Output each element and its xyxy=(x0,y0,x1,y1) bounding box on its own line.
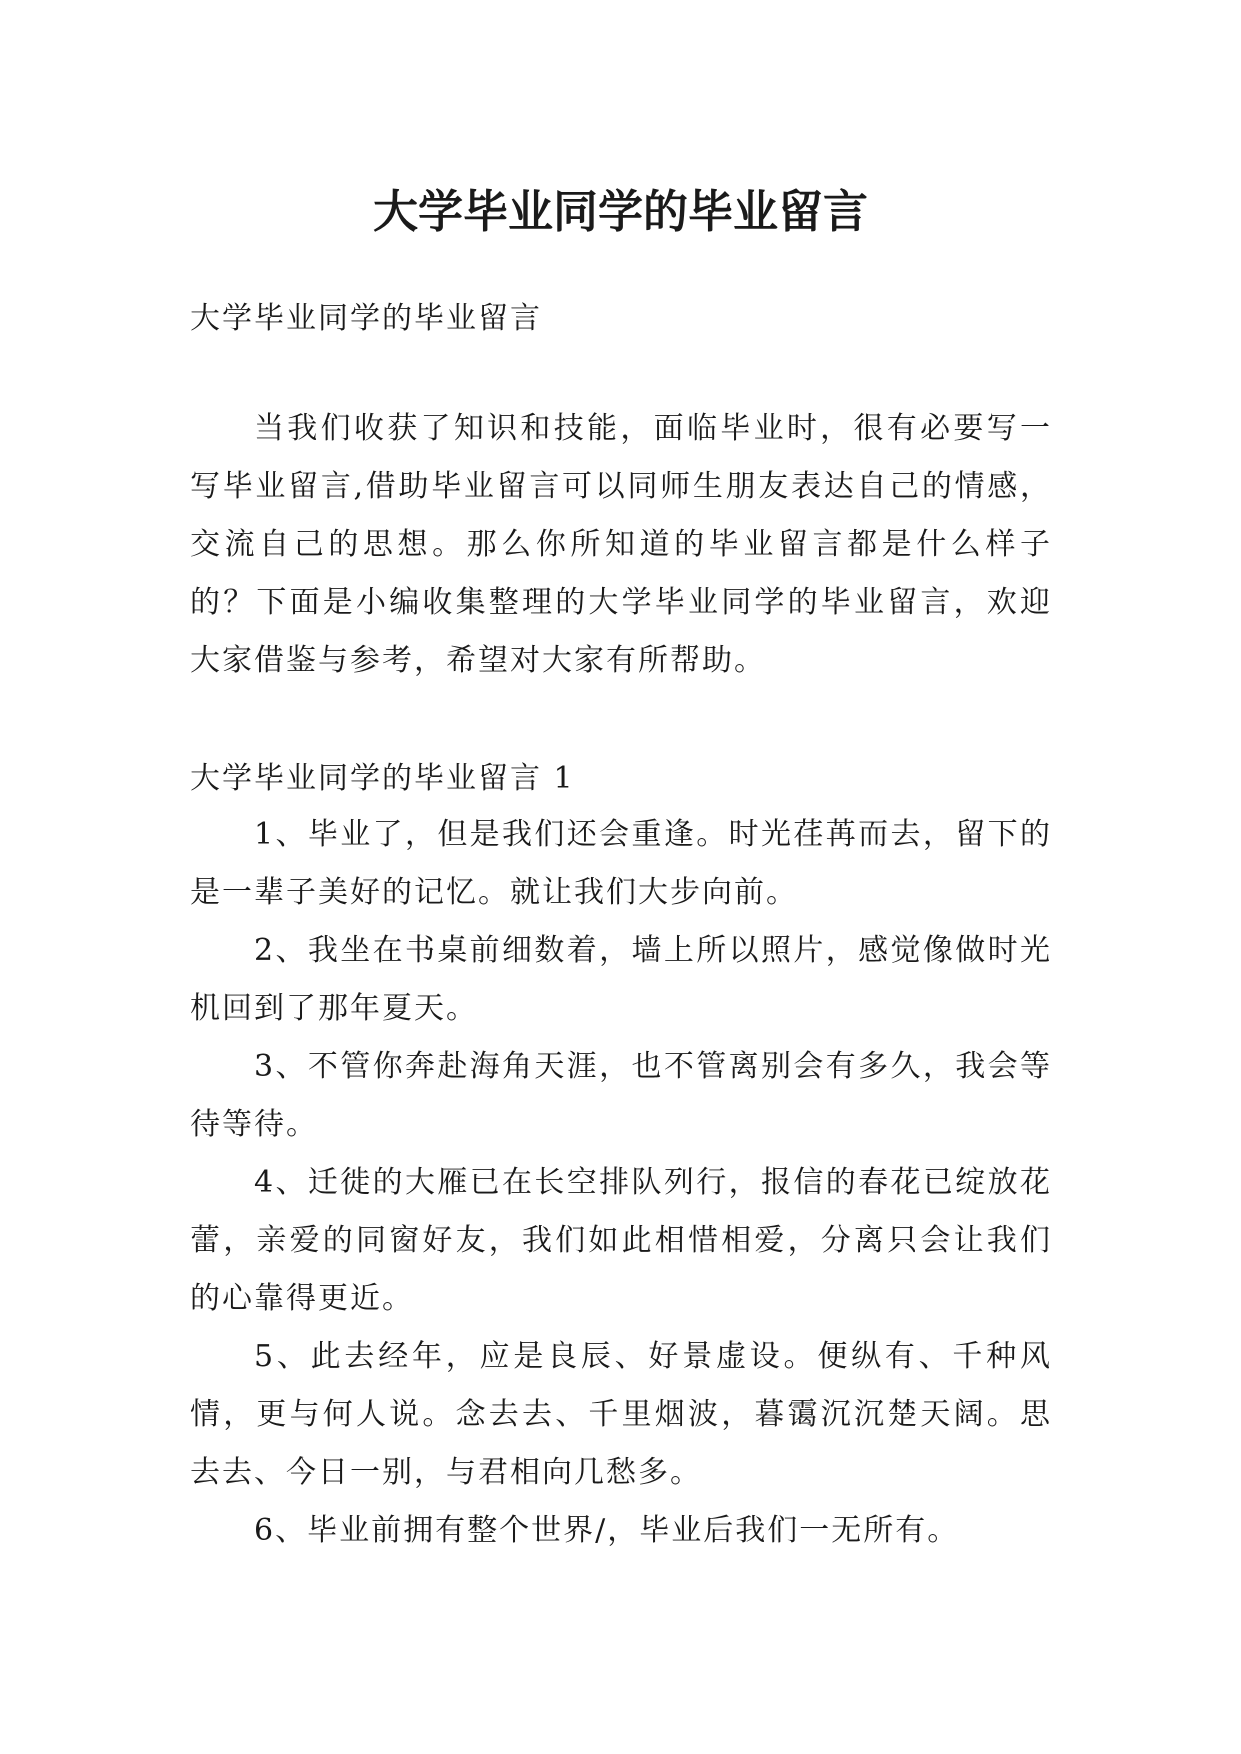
message-item-3: 3、不管你奔赴海角天涯，也不管离别会有多久，我会等待等待。 xyxy=(190,1049,1052,1142)
message-item-1: 1、毕业了，但是我们还会重逢。时光荏苒而去，留下的是一辈子美好的记忆。就让我们大步向前。 xyxy=(190,817,1052,910)
message-item-5: 5、此去经年，应是良辰、好景虚设。便纵有、千种风情，更与何人说。念去去、千里烟波，暮霭沉沉楚天阔。思去去、今日一别，与君相向几愁多。 xyxy=(190,1339,1052,1490)
message-item-2: 2、我坐在书桌前细数着，墙上所以照片，感觉像做时光机回到了那年夏天。 xyxy=(190,933,1052,1026)
intro-paragraph: 当我们收获了知识和技能，面临毕业时，很有必要写一写毕业留言,借助毕业留言可以同师生朋友表达自己的情感，交流自己的思想。那么你所知道的毕业留言都是什么样子的？下面是小编收集整理的大学毕业同学的毕业留言，欢迎大家借鉴与参考，希望对大家有所帮助。 xyxy=(190,411,1052,678)
section-heading: 大学毕业同学的毕业留言 1 xyxy=(190,761,575,796)
document-subtitle: 大学毕业同学的毕业留言 xyxy=(190,301,542,336)
message-item-4: 4、迁徙的大雁已在长空排队列行，报信的春花已绽放花蕾，亲爱的同窗好友，我们如此相惜相爱，分离只会让我们的心靠得更近。 xyxy=(190,1165,1052,1316)
document-title: 大学毕业同学的毕业留言 xyxy=(372,185,868,239)
message-list xyxy=(190,806,1052,1560)
message-item-6: 6、毕业前拥有整个世界/，毕业后我们一无所有。 xyxy=(254,1513,960,1548)
